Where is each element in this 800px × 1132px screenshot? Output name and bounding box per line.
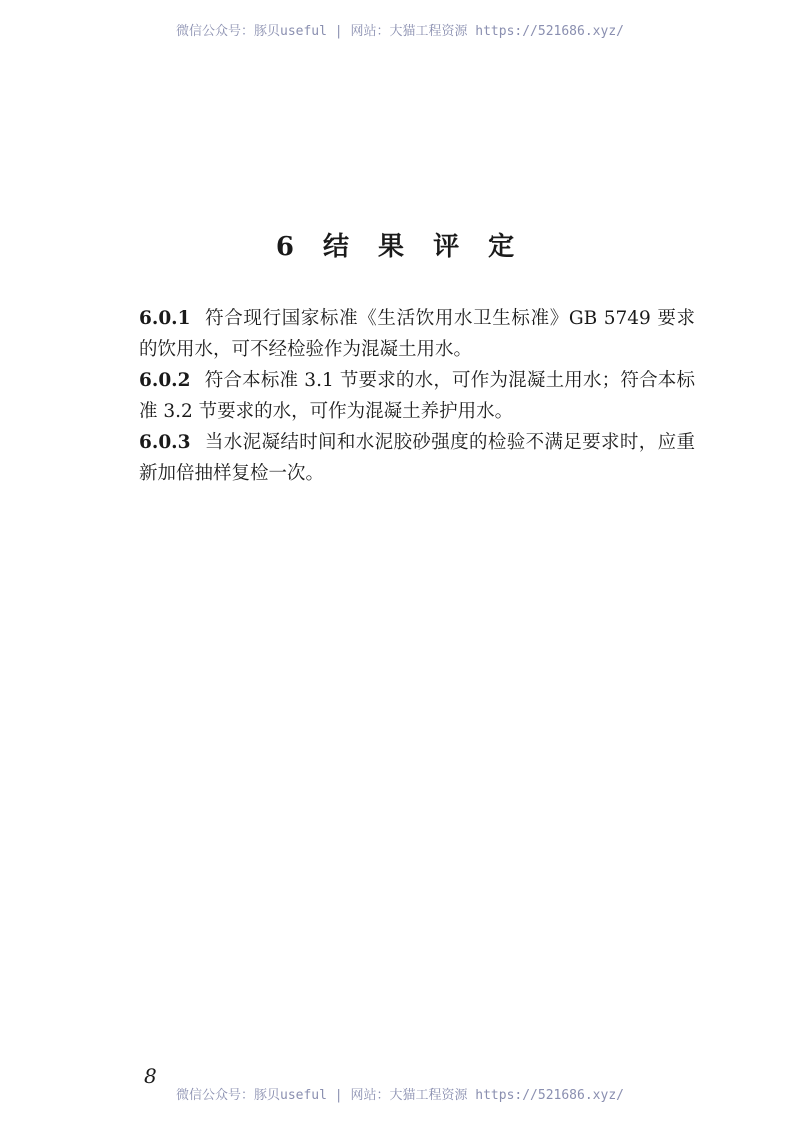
chapter-number: 6	[275, 232, 304, 262]
chapter-title-text: 结 果 评 定	[323, 232, 525, 262]
clause-list	[139, 303, 695, 489]
clause-6-0-1	[139, 303, 695, 365]
clause-number: 6.0.1	[139, 308, 191, 329]
clause-text: 符合本标准 3.1 节要求的水，可作为混凝土用水；符合本标准 3.2 节要求的水，可作为混凝土养护用水。	[139, 370, 695, 422]
chapter-title	[0, 226, 800, 263]
clause-number: 6.0.3	[139, 432, 191, 453]
page-number: 8	[144, 1064, 157, 1088]
watermark-top: 微信公众号：豚贝useful | 网站：大猫工程资源 https://521686.xyz/	[176, 24, 624, 39]
clause-text: 当水泥凝结时间和水泥胶砂强度的检验不满足要求时，应重新加倍抽样复检一次。	[139, 432, 695, 484]
clause-6-0-2	[139, 365, 695, 427]
clause-number: 6.0.2	[139, 370, 191, 391]
clause-6-0-3	[139, 427, 695, 489]
clause-text: 符合现行国家标准《生活饮用水卫生标准》GB 5749 要求的饮用水，可不经检验作为混凝土用水。	[139, 308, 695, 360]
watermark-bottom: 微信公众号：豚贝useful | 网站：大猫工程资源 https://521686.xyz/	[176, 1088, 624, 1103]
